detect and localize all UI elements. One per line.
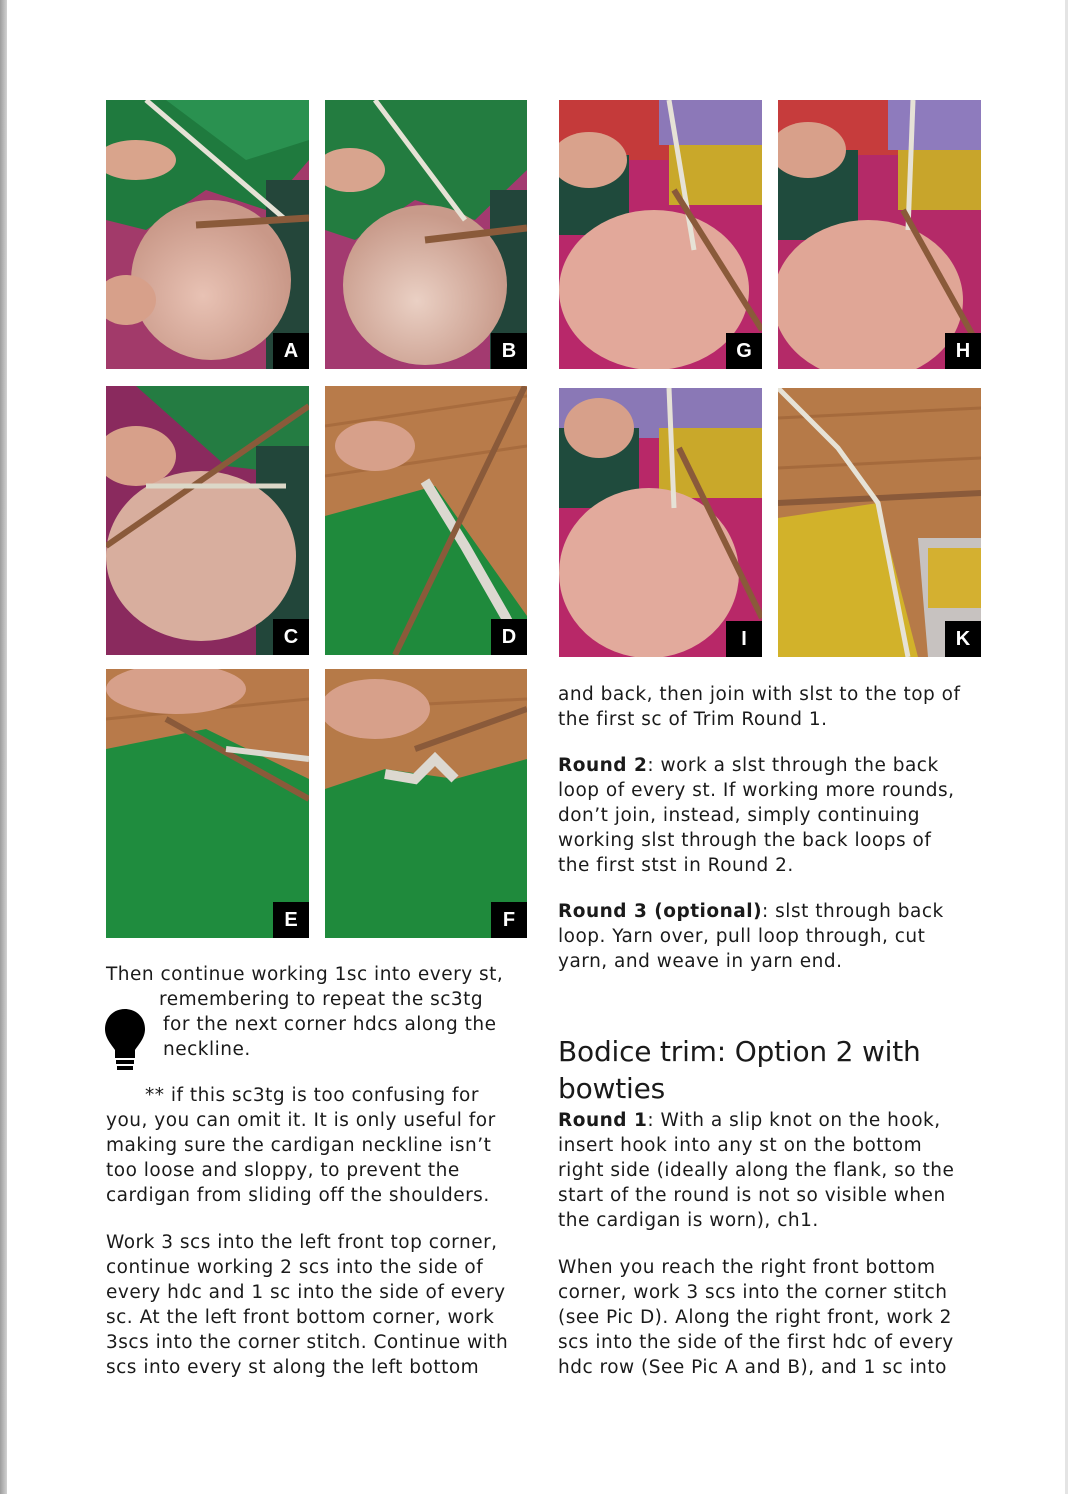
left-p3: Work 3 scs into the left front top corner, continue working 2 scs into the side of every hdc and 1 sc into the side of every sc. At the left front bottom corner, work 3scs into the corner stitch. Continue with scs into every st along the left bottom bbox=[106, 1232, 509, 1378]
photo-a bbox=[106, 100, 309, 369]
photo-f bbox=[325, 669, 527, 938]
photo-g bbox=[559, 100, 762, 369]
section-heading-line2: bowties bbox=[558, 1072, 665, 1105]
right-p1: and back, then join with slst to the top of the first sc of Trim Round 1. bbox=[558, 684, 961, 730]
round2-label: Round 2 bbox=[558, 755, 648, 776]
photo-label: C bbox=[273, 619, 309, 655]
right-round2 bbox=[558, 753, 968, 878]
left-p1-line3: for the next corner hdcs along the bbox=[163, 1014, 497, 1035]
photo-label: B bbox=[491, 333, 527, 369]
photo-label: G bbox=[726, 333, 762, 369]
page-left-edge bbox=[0, 0, 7, 1494]
section-heading-line1: Bodice trim: Option 2 with bbox=[558, 1035, 921, 1068]
round2-text: : work a slst through the back loop of every st. If working more rounds, don’t join, instead, simply continuing working slst through the back loops of the first stst in Round 2. bbox=[558, 755, 955, 876]
lightbulb-icon bbox=[104, 1008, 146, 1074]
photo-label: A bbox=[273, 333, 309, 369]
photo-label: H bbox=[945, 333, 981, 369]
right-round3 bbox=[558, 899, 968, 974]
photo-k bbox=[778, 388, 981, 657]
round1-label: Round 1 bbox=[558, 1110, 648, 1131]
left-p1-line2: remembering to repeat the sc3tg bbox=[159, 989, 484, 1010]
right-round1 bbox=[558, 1108, 968, 1233]
photo-b bbox=[325, 100, 527, 369]
photo-c bbox=[106, 386, 309, 655]
right-p-last: When you reach the right front bottom corner, work 3 scs into the corner stitch (see Pic D). Along the right front, work 2 scs into the side of the first hdc of every hdc row (See Pic A and B), and 1 sc into bbox=[558, 1257, 954, 1378]
photo-e bbox=[106, 669, 309, 938]
photo-label: E bbox=[273, 902, 309, 938]
photo-label: I bbox=[726, 621, 762, 657]
photo-label: D bbox=[491, 619, 527, 655]
round3-text: : slst through back loop. Yarn over, pull loop through, cut yarn, and weave in yarn end. bbox=[558, 901, 944, 972]
left-p2-line1: ** if this sc3tg is too confusing for bbox=[145, 1085, 479, 1106]
photo-label: K bbox=[945, 621, 981, 657]
left-p1-line1: Then continue working 1sc into every st, bbox=[106, 964, 504, 985]
left-p2: you, you can omit it. It is only useful for making sure the cardigan neckline isn’t too loose and sloppy, to prevent the cardigan from sliding off the shoulders. bbox=[106, 1110, 496, 1206]
photo-i bbox=[559, 388, 762, 657]
round3-label: Round 3 (optional) bbox=[558, 901, 763, 922]
left-p1-line4: neckline. bbox=[163, 1039, 251, 1060]
photo-label: F bbox=[491, 902, 527, 938]
photo-d bbox=[325, 386, 527, 655]
photo-h bbox=[778, 100, 981, 369]
round1-text: : With a slip knot on the hook, insert hook into any st on the bottom right side (ideally along the flank, so the start of the round is not so visible when the cardigan is worn), ch1. bbox=[558, 1110, 955, 1231]
